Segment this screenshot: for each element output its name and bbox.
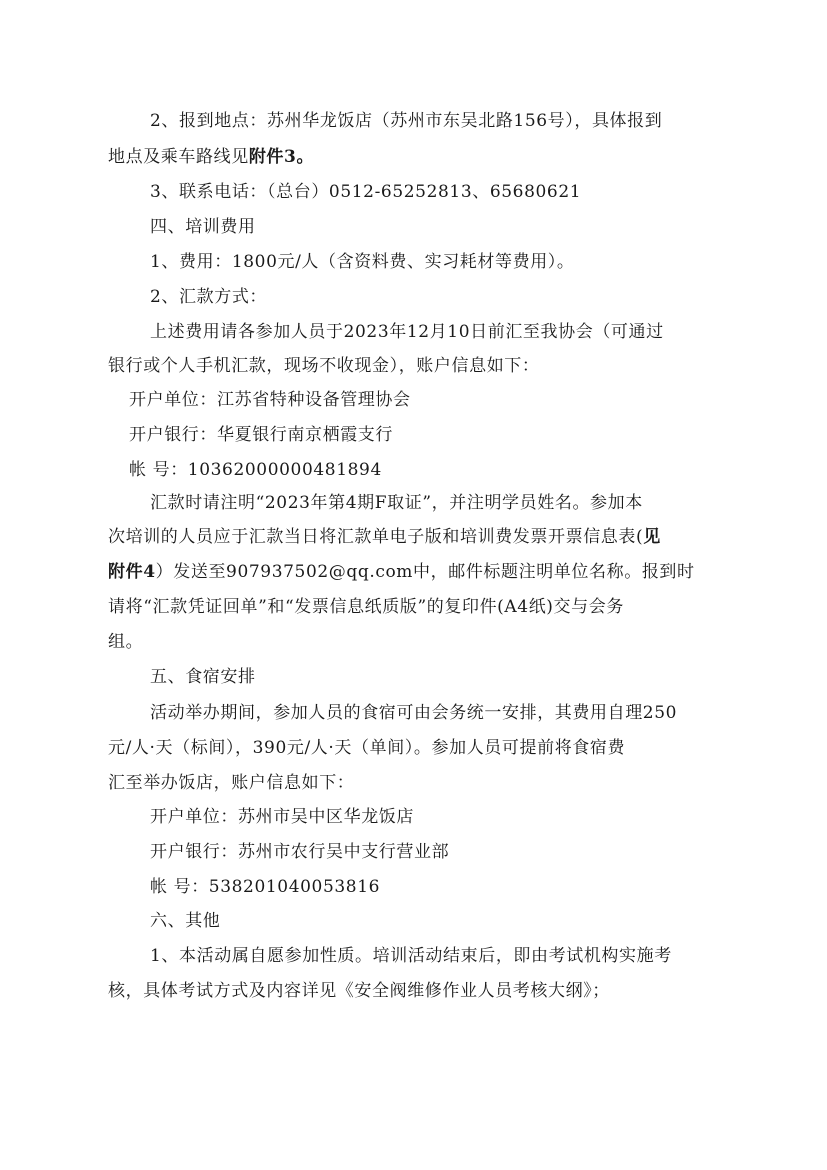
phone-line: 3、联系电话：（总台）0512-65252813、65680621 xyxy=(150,182,582,202)
section-heading-other: 六、其他 xyxy=(150,911,221,931)
account1-bank: 开户银行：华夏银行南京栖霞支行 xyxy=(129,425,393,445)
attachment-4-ref-start: 见 xyxy=(643,527,661,547)
account2-number: 帐 号：538201040053816 xyxy=(150,877,381,897)
location-line-2-text: 地点及乘车路线见 xyxy=(108,147,249,167)
remit-note-line-4: 请将“汇款凭证回单”和“发票信息纸质版”的复印件(A4纸)交与会务 xyxy=(108,597,624,617)
other-line-1: 1、本活动属自愿参加性质。培训活动结束后，即由考试机构实施考 xyxy=(150,946,672,966)
remit-note-line-1: 汇款时请注明“2023年第4期F取证”，并注明学员姓名。参加本 xyxy=(150,493,643,513)
lodging-line-2: 元/人·天（标间），390元/人·天（单间）。参加人员可提前将食宿费 xyxy=(108,738,626,758)
account2-bank: 开户银行：苏州市农行吴中支行营业部 xyxy=(150,842,450,862)
section-heading-lodging: 五、食宿安排 xyxy=(150,667,256,687)
attachment-3-ref: 附件3。 xyxy=(248,147,315,167)
location-line-1: 2、报到地点：苏州华龙饭店（苏州市东吴北路156号），具体报到 xyxy=(150,111,663,131)
payment-method-line: 2、汇款方式： xyxy=(150,287,268,307)
account2-unit: 开户单位：苏州市吴中区华龙饭店 xyxy=(150,807,414,827)
payment-desc-line-1: 上述费用请各参加人员于2023年12月10日前汇至我协会（可通过 xyxy=(150,322,664,342)
remit-note-line-3-text: ）发送至907937502@qq.com中，邮件标题注明单位名称。报到时 xyxy=(155,562,695,582)
fee-line: 1、费用：1800元/人（含资料费、实习耗材等费用）。 xyxy=(150,252,575,272)
remit-note-line-2 xyxy=(108,526,661,548)
account1-unit: 开户单位：江苏省特种设备管理协会 xyxy=(129,390,411,410)
remit-note-line-3 xyxy=(108,561,695,583)
other-line-2: 核，具体考试方式及内容详见《安全阀维修作业人员考核大纲》； xyxy=(108,981,610,1001)
payment-desc-line-2: 银行或个人手机汇款，现场不收现金），账户信息如下： xyxy=(108,356,540,376)
attachment-4-ref-end: 附件4 xyxy=(108,562,156,582)
remit-note-line-2-text: 次培训的人员应于汇款当日将汇款单电子版和培训费发票开票信息表( xyxy=(108,527,644,547)
lodging-line-1: 活动举办期间，参加人员的食宿可由会务统一安排，其费用自理250 xyxy=(150,703,678,723)
location-line-2 xyxy=(108,146,314,168)
remit-note-line-5: 组。 xyxy=(108,632,144,652)
lodging-line-3: 汇至举办饭店，账户信息如下： xyxy=(108,773,355,793)
section-heading-fee: 四、培训费用 xyxy=(150,217,256,237)
account1-number: 帐 号：10362000000481894 xyxy=(129,460,382,480)
